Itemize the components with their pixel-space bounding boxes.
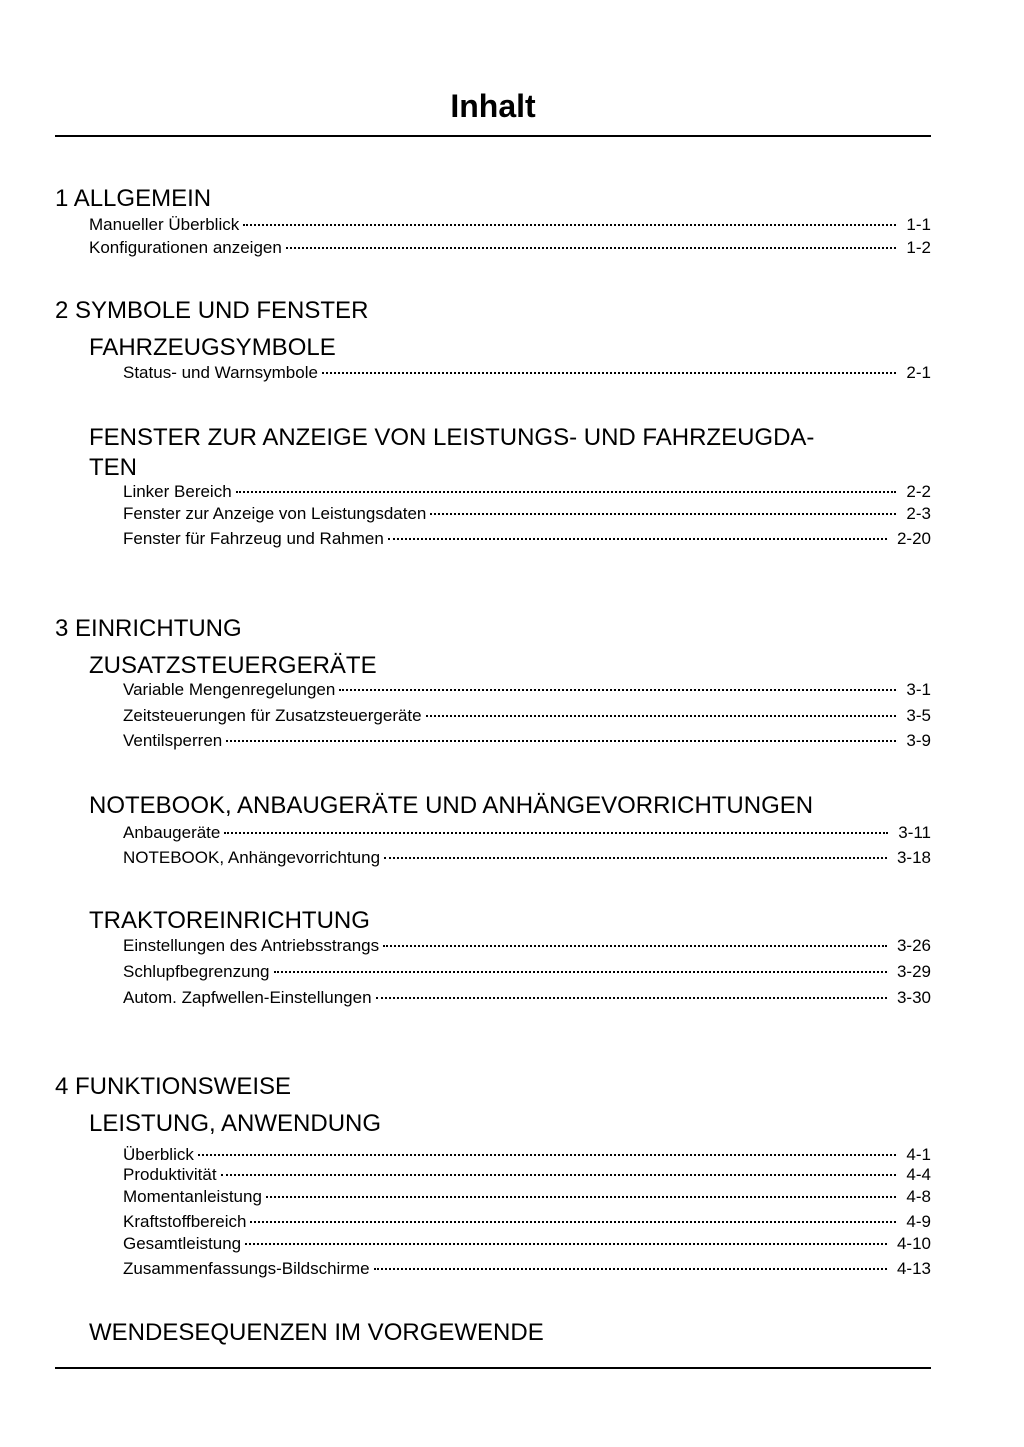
toc-entry-page: 1-1 xyxy=(906,215,931,234)
dot-leader xyxy=(388,537,887,540)
toc-entry-label: Ventilsperren xyxy=(123,731,223,750)
section-heading-traktoreinrichtung: TRAKTOREINRICHTUNG xyxy=(89,907,370,934)
bottom-divider xyxy=(55,1367,931,1369)
toc-entry-label: Schlupfbegrenzung xyxy=(123,962,270,981)
toc-entry-page: 3-1 xyxy=(906,680,931,699)
toc-entry-page: 1-2 xyxy=(906,238,931,257)
toc-entry[interactable] xyxy=(89,237,931,259)
toc-entry-label: Manueller Überblick xyxy=(89,215,240,234)
toc-entry-page: 3-18 xyxy=(896,848,931,867)
toc-entry[interactable] xyxy=(123,961,931,983)
toc-entry-page: 2-20 xyxy=(896,529,931,548)
dot-leader xyxy=(243,223,896,226)
toc-entry-page: 4-8 xyxy=(906,1187,931,1206)
dot-leader xyxy=(426,714,897,717)
toc-entry-page: 3-29 xyxy=(896,962,931,981)
section-heading-leistung-anwendung: LEISTUNG, ANWENDUNG xyxy=(89,1110,382,1137)
toc-entry-page: 4-9 xyxy=(906,1212,931,1231)
chapter-heading-symbole: 2 SYMBOLE UND FENSTER xyxy=(55,297,369,324)
top-divider xyxy=(55,135,931,137)
toc-entry[interactable] xyxy=(123,1144,931,1166)
toc-entry[interactable] xyxy=(123,528,931,550)
dot-leader xyxy=(245,1242,887,1245)
section-heading-zusatzsteuergeraete: ZUSATZSTEUERGERÄTE xyxy=(89,652,377,679)
section-heading-wendesequenzen: WENDESEQUENZEN IM VORGEWENDE xyxy=(89,1319,544,1346)
toc-entry[interactable] xyxy=(123,1186,931,1208)
dot-leader xyxy=(430,512,896,515)
toc-entry-page: 3-26 xyxy=(896,936,931,955)
dot-leader xyxy=(224,831,888,834)
section-heading-fahrzeugsymbole: FAHRZEUGSYMBOLE xyxy=(89,334,336,361)
toc-entry-label: Autom. Zapfwellen-Einstellungen xyxy=(123,988,372,1007)
toc-entry[interactable] xyxy=(123,705,931,727)
toc-entry-page: 3-11 xyxy=(898,823,931,842)
toc-entry-page: 3-30 xyxy=(896,988,931,1007)
toc-entry[interactable] xyxy=(123,1233,931,1255)
toc-entry-label: Anbaugeräte xyxy=(123,823,221,842)
dot-leader xyxy=(266,1195,897,1198)
toc-entry-label: NOTEBOOK, Anhängevorrichtung xyxy=(123,848,381,867)
toc-entry[interactable] xyxy=(123,481,931,503)
page-title: Inhalt xyxy=(450,88,536,124)
toc-entry[interactable] xyxy=(123,679,931,701)
section-heading-fenster-line2: TEN xyxy=(89,454,137,481)
toc-entry-label: Einstellungen des Antriebsstrangs xyxy=(123,936,380,955)
toc-entry-label: Überblick xyxy=(123,1145,194,1164)
dot-leader xyxy=(226,739,896,742)
toc-entry-label: Linker Bereich xyxy=(123,482,232,501)
toc-entry-page: 4-13 xyxy=(896,1259,931,1278)
toc-entry-page: 2-1 xyxy=(906,363,931,382)
toc-entry-label: Konfigurationen anzeigen xyxy=(89,238,282,257)
chapter-heading-einrichtung: 3 EINRICHTUNG xyxy=(55,615,242,642)
toc-entry-page: 4-4 xyxy=(906,1165,931,1184)
toc-entry[interactable] xyxy=(123,503,931,525)
dot-leader xyxy=(374,1267,887,1270)
dot-leader xyxy=(274,970,887,973)
dot-leader xyxy=(339,688,896,691)
section-heading-fenster-line1: FENSTER ZUR ANZEIGE VON LEISTUNGS- UND FAHRZEUGDA- xyxy=(89,424,815,451)
dot-leader xyxy=(250,1220,896,1223)
dot-leader xyxy=(236,490,897,493)
toc-entry-page: 3-9 xyxy=(906,731,931,750)
toc-entry[interactable] xyxy=(123,987,931,1009)
toc-entry[interactable] xyxy=(123,1258,931,1280)
toc-entry-label: Gesamtleistung xyxy=(123,1234,242,1253)
toc-entry-page: 2-3 xyxy=(906,504,931,523)
toc-entry[interactable] xyxy=(123,730,931,752)
toc-entry-label: Momentanleistung xyxy=(123,1187,262,1206)
toc-entry-page: 4-10 xyxy=(896,1234,931,1253)
dot-leader xyxy=(376,996,887,999)
toc-entry-page: 4-1 xyxy=(906,1145,931,1164)
toc-entry-label: Status- und Warnsymbole xyxy=(123,363,318,382)
chapter-heading-funktionsweise: 4 FUNKTIONSWEISE xyxy=(55,1073,292,1100)
dot-leader xyxy=(286,246,897,249)
dot-leader xyxy=(322,371,896,374)
toc-entry[interactable] xyxy=(123,1164,931,1186)
dot-leader xyxy=(383,944,887,947)
toc-entry-label: Kraftstoffbereich xyxy=(123,1212,247,1231)
toc-entry-label: Fenster zur Anzeige von Leistungsdaten xyxy=(123,504,427,523)
toc-entry[interactable] xyxy=(123,1211,931,1233)
dot-leader xyxy=(221,1173,897,1176)
toc-entry[interactable] xyxy=(123,847,931,869)
chapter-heading-allgemein: 1 ALLGEMEIN xyxy=(55,185,212,212)
dot-leader xyxy=(198,1153,897,1156)
toc-entry[interactable] xyxy=(123,362,931,384)
toc-entry[interactable] xyxy=(123,822,931,844)
toc-entry[interactable] xyxy=(89,214,931,236)
toc-entry-label: Zusammenfassungs-Bildschirme xyxy=(123,1259,370,1278)
section-heading-notebook-anbaugeraete: NOTEBOOK, ANBAUGERÄTE UND ANHÄNGEVORRICHTUNGEN xyxy=(89,792,814,819)
toc-entry-label: Zeitsteuerungen für Zusatzsteuergeräte xyxy=(123,706,422,725)
toc-entry-page: 2-2 xyxy=(906,482,931,501)
toc-entry[interactable] xyxy=(123,935,931,957)
toc-entry-page: 3-5 xyxy=(906,706,931,725)
toc-entry-label: Produktivität xyxy=(123,1165,217,1184)
toc-entry-label: Variable Mengenregelungen xyxy=(123,680,336,699)
toc-entry-label: Fenster für Fahrzeug und Rahmen xyxy=(123,529,384,548)
dot-leader xyxy=(384,856,887,859)
